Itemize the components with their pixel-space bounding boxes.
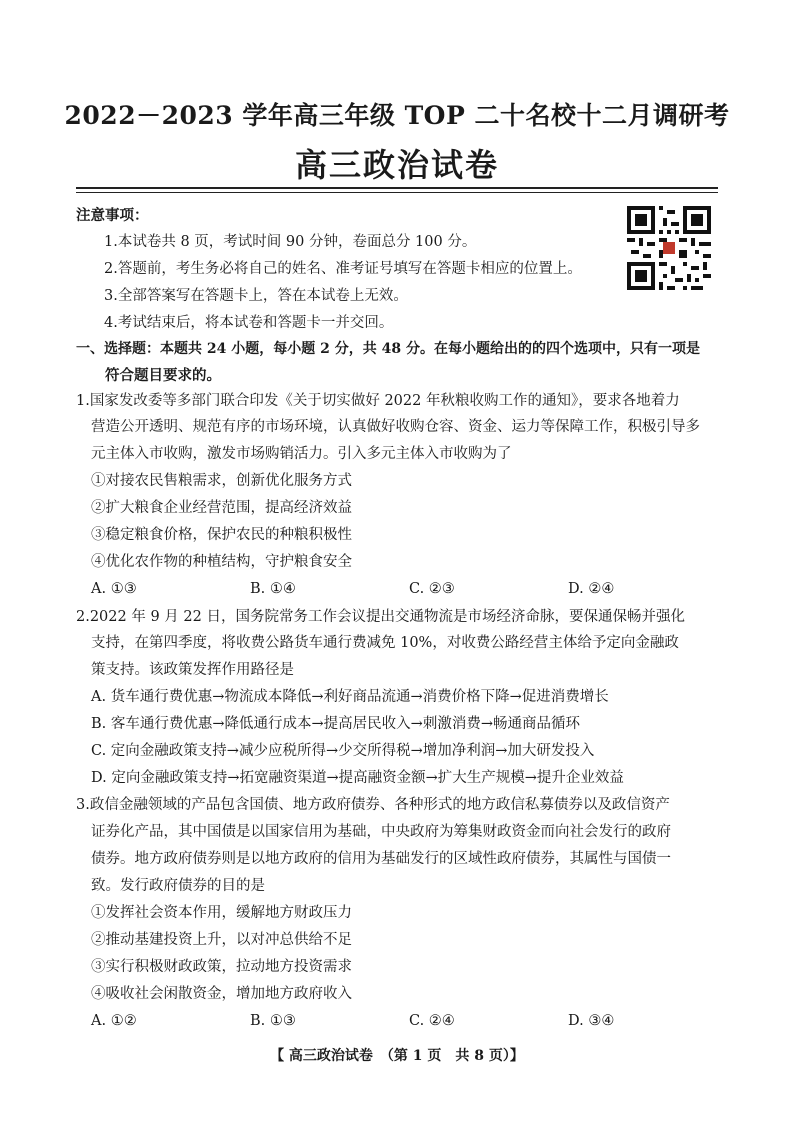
header-rule-thick <box>76 187 718 189</box>
notice-item: 4.考试结束后，将本试卷和答题卡一并交回。 <box>104 315 394 331</box>
answer-option[interactable]: B. ①④ <box>250 581 296 597</box>
answer-option[interactable]: C. ②③ <box>409 581 455 597</box>
answer-option[interactable]: D. ②④ <box>568 581 615 597</box>
question-item: ③实行积极财政政策，拉动地方投资需求 <box>91 959 352 975</box>
notice-item: 2.答题前，考生务必将自己的姓名、准考证号填写在答题卡相应的位置上。 <box>104 261 582 277</box>
answer-option[interactable]: B. ①③ <box>250 1013 296 1029</box>
question-item: ②推动基建投资上升，以对冲总供给不足 <box>91 932 352 948</box>
question-item: ②扩大粮食企业经营范围，提高经济效益 <box>91 500 352 516</box>
question-stem: 1.国家发改委等多部门联合印发《关于切实做好 2022 年秋粮收购工作的通知》，要求各地着力 <box>76 393 680 409</box>
answer-option[interactable]: C. 定向金融政策支持→减少应税所得→少交所得税→增加净利润→加大研发投入 <box>91 743 595 759</box>
question-item: ④吸收社会闲散资金，增加地方政府收入 <box>91 986 352 1002</box>
section-heading-cont: 符合题目要求的。 <box>105 367 221 384</box>
question-item: ①发挥社会资本作用，缓解地方财政压力 <box>91 905 352 921</box>
question-item: ③稳定粮食价格，保护农民的种粮积极性 <box>91 527 352 543</box>
page-footer: 【 高三政治试卷 （第 1 页 共 8 页）】 <box>270 1048 524 1064</box>
exam-title: 2022－2023 学年高三年级 TOP 二十名校十二月调研考 <box>64 101 730 130</box>
notice-item: 1.本试卷共 8 页，考试时间 90 分钟，卷面总分 100 分。 <box>104 234 477 250</box>
question-stem: 支持，在第四季度，将收费公路货车通行费减免 10%，对收费公路经营主体给予定向金融政 <box>91 635 679 651</box>
qr-code-icon <box>627 206 711 290</box>
answer-option[interactable]: C. ②④ <box>409 1013 455 1029</box>
question-stem: 策支持。该政策发挥作用路径是 <box>91 662 294 678</box>
question-stem: 证券化产品，其中国债是以国家信用为基础，中央政府为筹集财政资金而向社会发行的政府 <box>91 824 671 840</box>
question-stem: 致。发行政府债券的目的是 <box>91 878 265 894</box>
exam-subject-title: 高三政治试卷 <box>294 146 499 184</box>
question-stem: 债券。地方政府债券则是以地方政府的信用为基础发行的区域性政府债券，其属性与国债一 <box>91 851 671 867</box>
question-stem: 元主体入市收购，激发市场购销活力。引入多元主体入市收购为了 <box>91 446 512 462</box>
answer-option[interactable]: A. ①③ <box>91 581 137 597</box>
answer-option[interactable]: D. 定向金融政策支持→拓宽融资渠道→提高融资金额→扩大生产规模→提升企业效益 <box>91 770 624 786</box>
answer-option[interactable]: B. 客车通行费优惠→降低通行成本→提高居民收入→刺激消费→畅通商品循环 <box>91 716 580 732</box>
question-stem: 2.2022 年 9 月 22 日，国务院常务工作会议提出交通物流是市场经济命脉，要保通保畅并强化 <box>76 609 685 625</box>
notice-heading: 注意事项： <box>76 207 149 224</box>
answer-option[interactable]: D. ③④ <box>568 1013 615 1029</box>
header-rule-thin <box>76 192 718 193</box>
question-item: ①对接农民售粮需求，创新优化服务方式 <box>91 473 352 489</box>
answer-option[interactable]: A. ①② <box>91 1013 137 1029</box>
question-stem: 营造公开透明、规范有序的市场环境，认真做好收购仓容、资金、运力等保障工作，积极引导多 <box>91 419 700 435</box>
answer-option[interactable]: A. 货车通行费优惠→物流成本降低→利好商品流通→消费价格下降→促进消费增长 <box>91 689 609 705</box>
question-stem: 3.政信金融领域的产品包含国债、地方政府债券、各种形式的地方政信私募债券以及政信资产 <box>76 797 670 813</box>
notice-item: 3.全部答案写在答题卡上，答在本试卷上无效。 <box>104 288 408 304</box>
question-item: ④优化农作物的种植结构，守护粮食安全 <box>91 554 352 570</box>
section-heading: 一、选择题：本题共 24 小题，每小题 2 分，共 48 分。在每小题给出的的四个选项中，只有一项是 <box>76 341 700 357</box>
